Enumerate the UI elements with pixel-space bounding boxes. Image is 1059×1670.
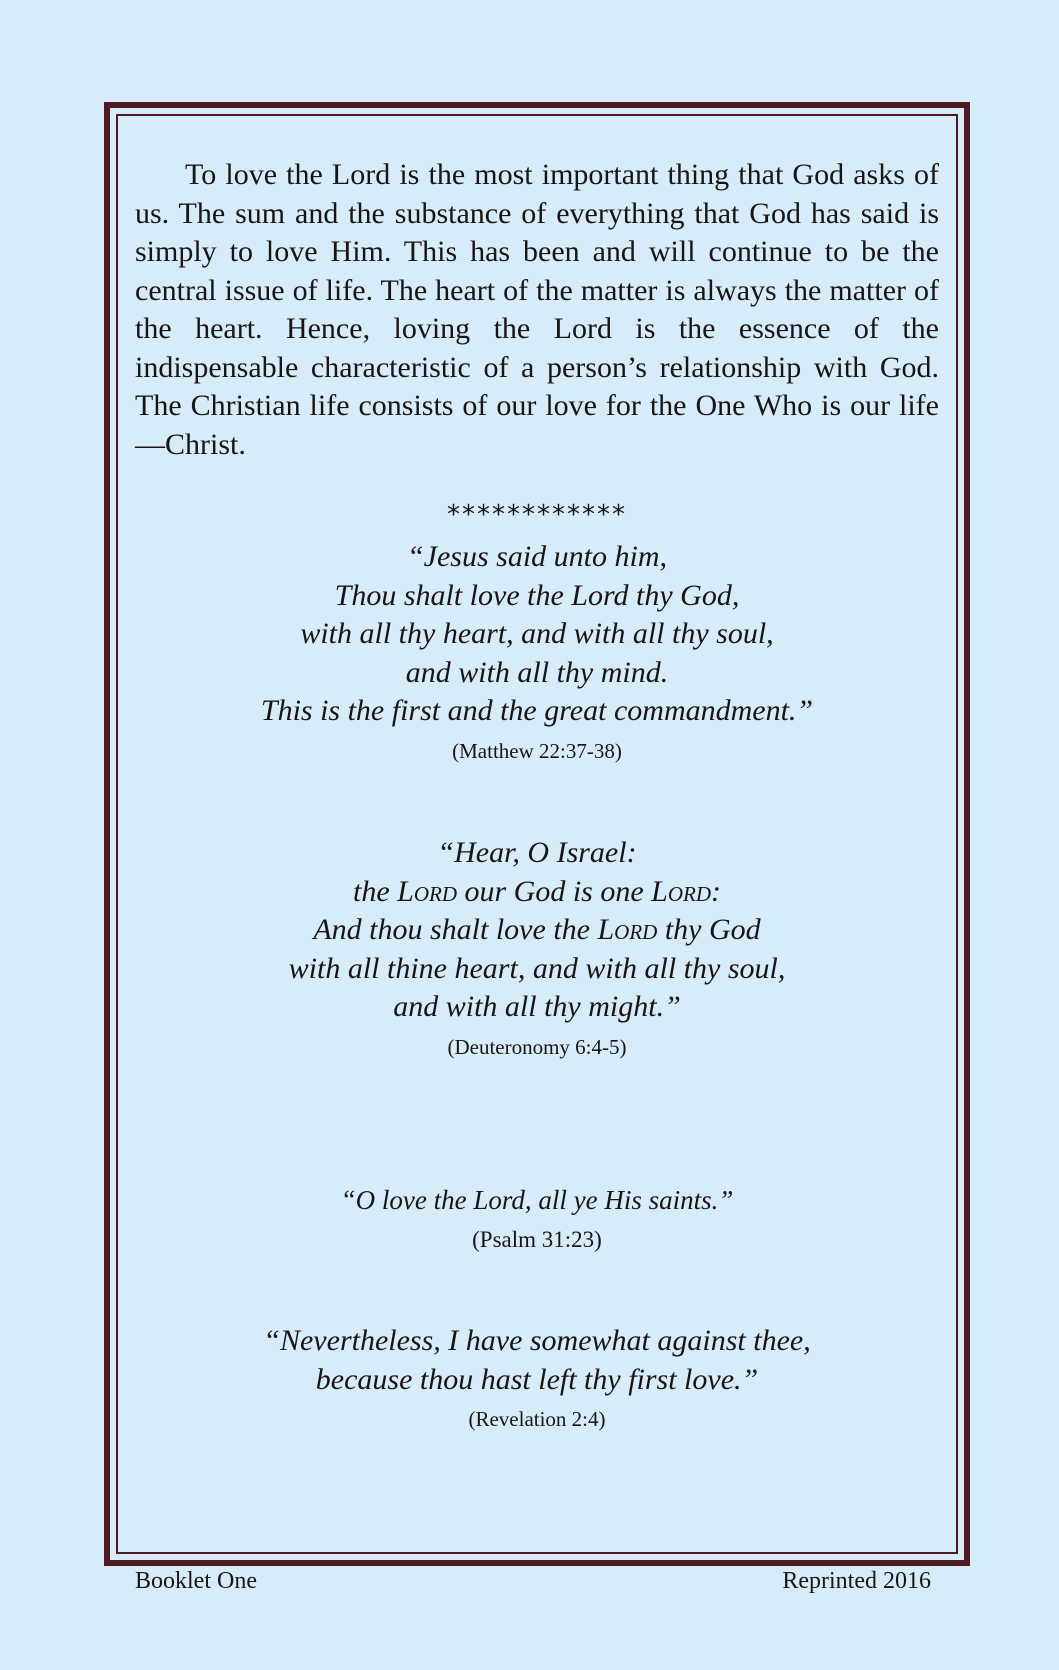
verse-matthew [104, 538, 970, 765]
verse-text [104, 834, 970, 1027]
verse-reference: (Matthew 22:37-38) [452, 738, 622, 763]
verse-line: with all thine heart, and with all thy soul, [288, 951, 786, 985]
verse-line: “O love the Lord, all ye His saints.” [340, 1185, 734, 1215]
verse-line: “Nevertheless, I have somewhat against thee, [263, 1324, 811, 1357]
verse-line: “Hear, O Israel: [437, 836, 637, 869]
verse-deuteronomy [104, 834, 970, 1061]
verse-text [104, 1181, 970, 1220]
verse-reference: (Revelation 2:4) [468, 1407, 606, 1431]
footer-booklet-label: Booklet One [135, 1568, 257, 1594]
verse-reference: (Psalm 31:23) [472, 1226, 602, 1252]
verse-line: and with all thy might.” [393, 990, 681, 1023]
verse-line: and with all thy mind. [405, 655, 669, 689]
intro-paragraph: To love the Lord is the most important thing that God asks of us. The sum and the substance of everything that God has said is simply to love Him. This has been and will continue to be the central issue of life. The heart of the matter is always the matter of the heart. Hence, loving the Lord is the essence of the indispensable characteristic of a person’s relationship with God. The Christian life consists of our love for the One Who is our life—Christ. [135, 158, 939, 461]
separator-stars: ************ [447, 500, 627, 530]
verse-line: the Lord our God is one Lord: [352, 874, 721, 908]
verse-line: And thou shalt love the Lord thy God [313, 913, 761, 946]
verse-line: Thou shalt love the Lord thy God, [334, 578, 740, 612]
verse-text [104, 538, 970, 731]
verse-line: because thou hast left thy first love.” [315, 1362, 759, 1396]
verse-line: This is the first and the great commandment.” [260, 694, 814, 727]
verse-revelation [104, 1322, 970, 1433]
verse-text [104, 1322, 970, 1399]
verse-psalm [104, 1181, 970, 1254]
verse-line: “Jesus said unto him, [406, 540, 667, 573]
footer-reprint-label: Reprinted 2016 [782, 1568, 931, 1594]
verse-line: with all thy heart, and with all thy soul, [300, 617, 774, 650]
verse-reference: (Deuteronomy 6:4-5) [447, 1034, 627, 1059]
